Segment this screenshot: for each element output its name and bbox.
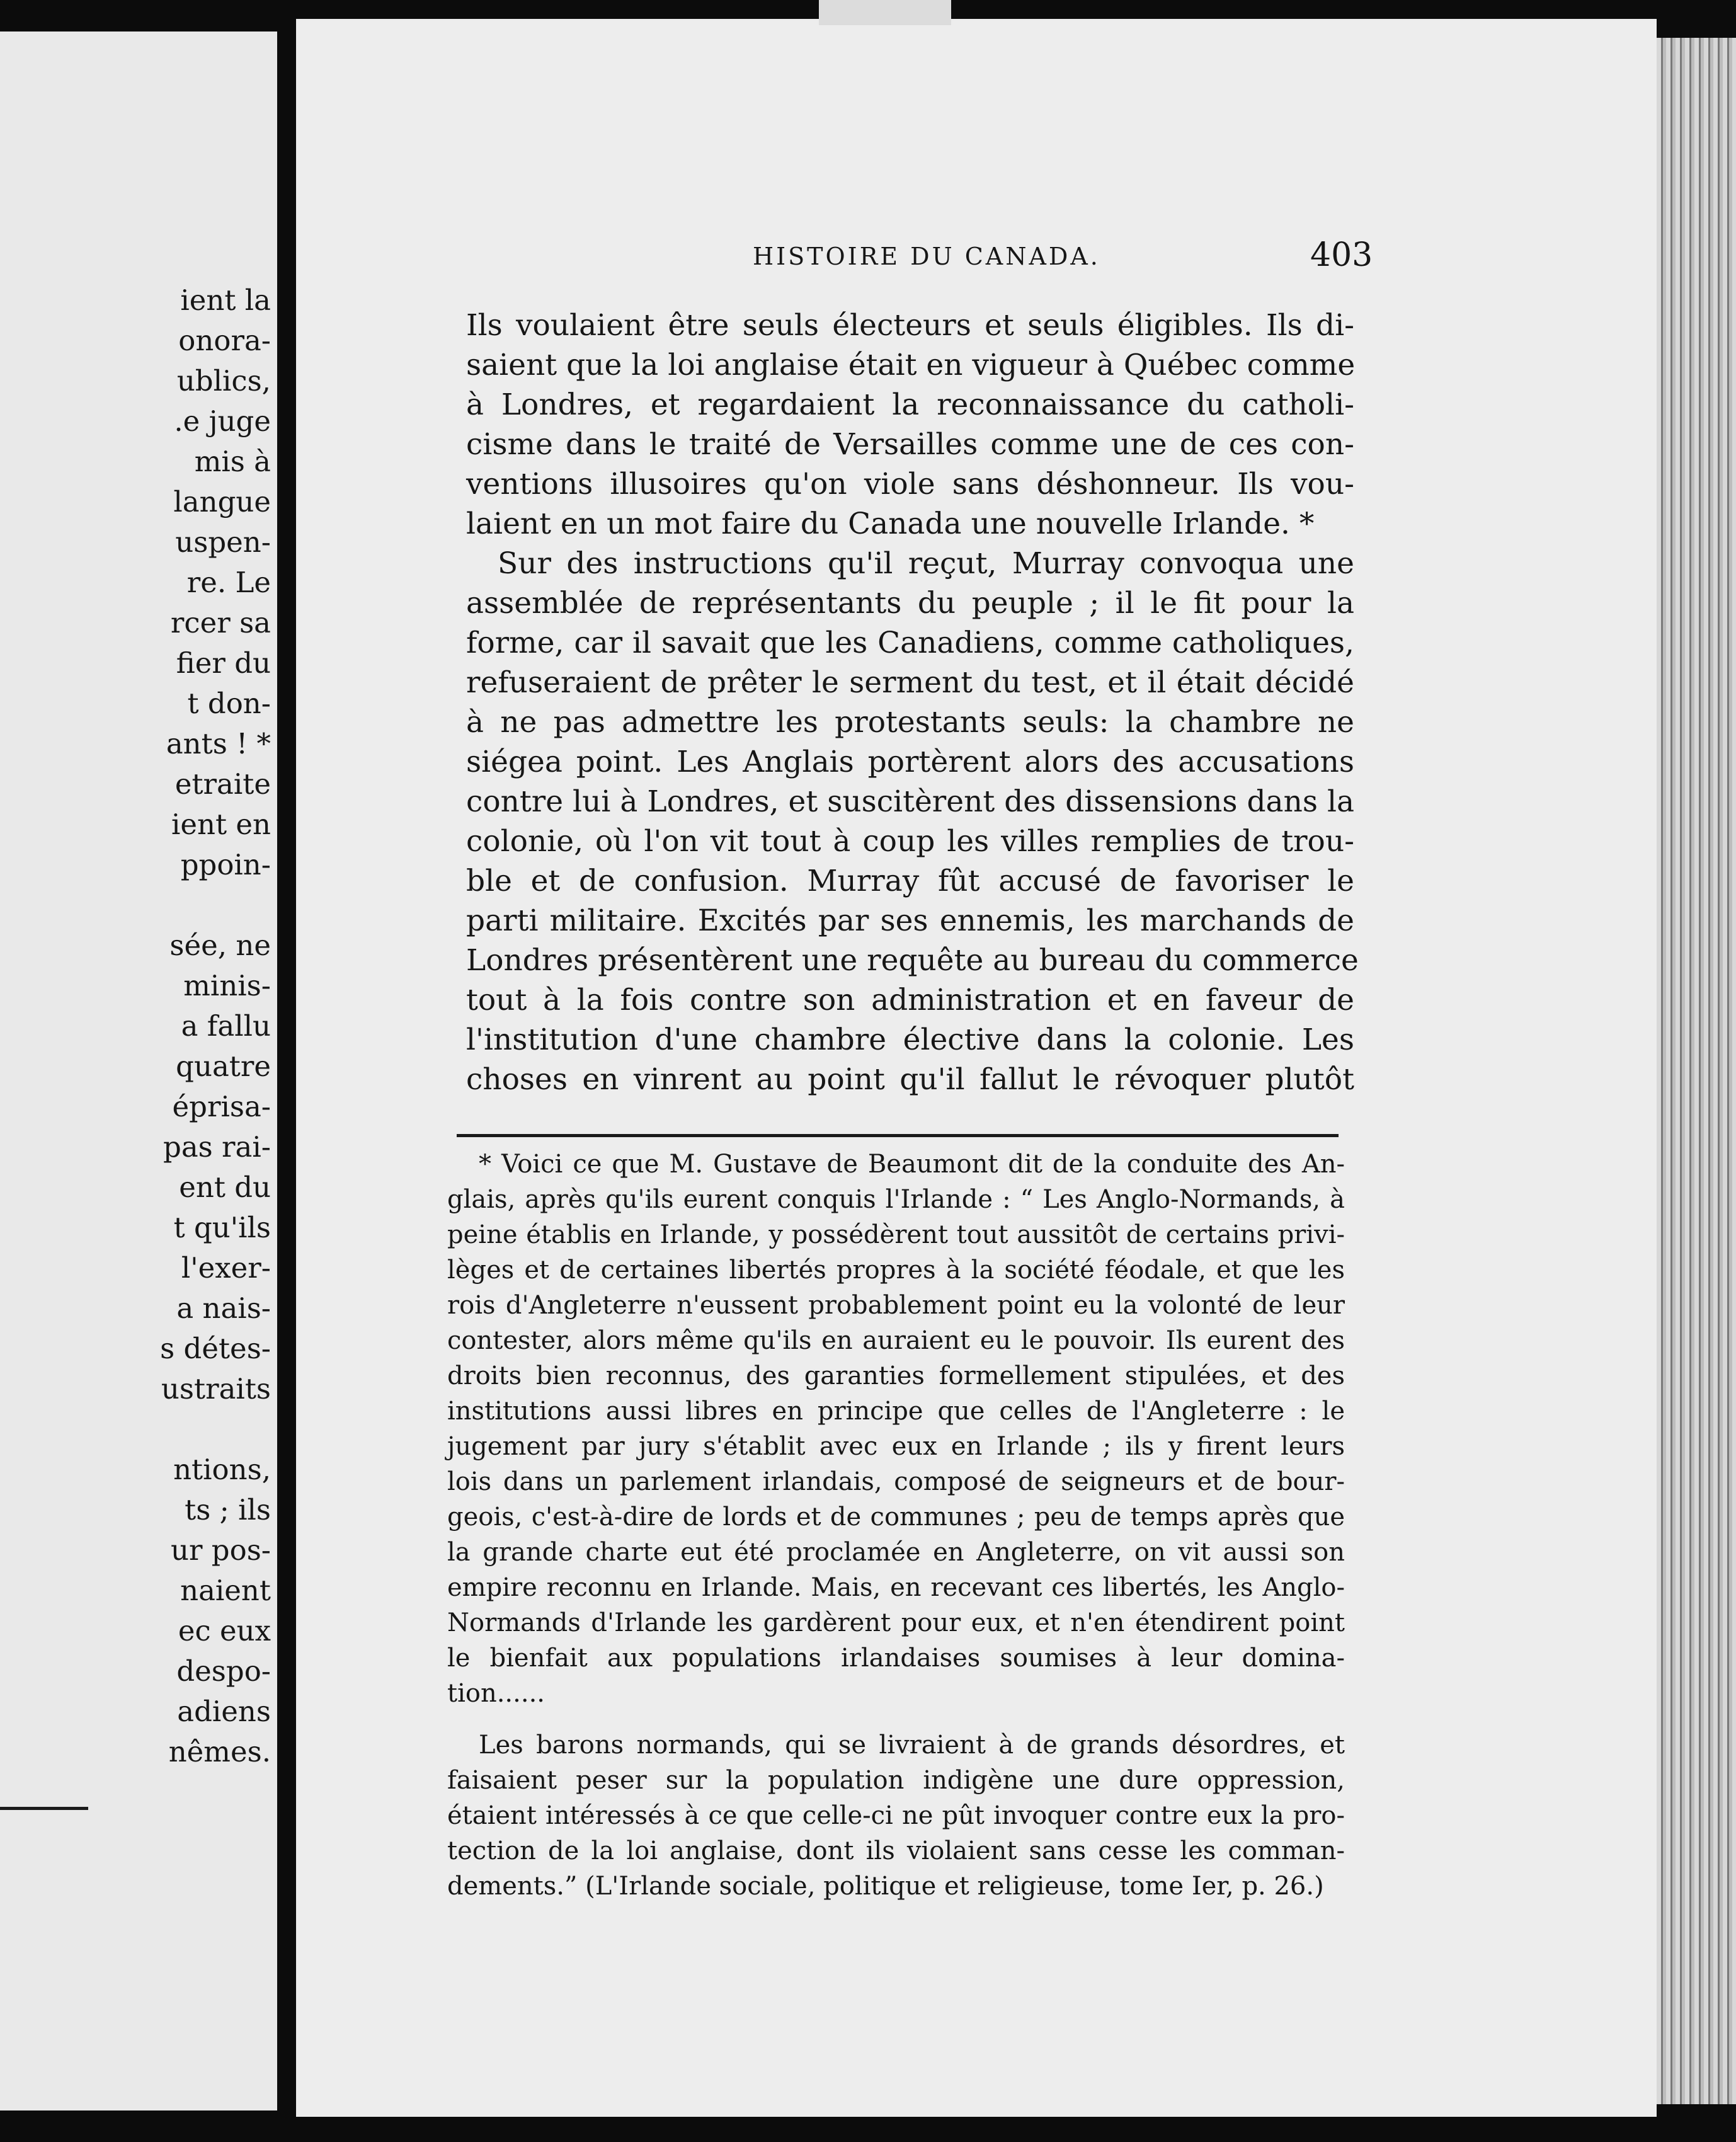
footnote-line: tection de la loi anglaise, dont ils violaient sans cesse les comman- xyxy=(447,1836,1345,1865)
left-page-fragment: pas rai- xyxy=(163,1130,271,1164)
left-page-fragment: re. Le xyxy=(186,566,271,599)
left-page-fragment: t don- xyxy=(187,687,271,720)
left-page-fragment: adiens xyxy=(177,1695,271,1728)
left-page-fragment: ient la xyxy=(180,284,271,317)
footnote-line: faisaient peser sur la population indigène une dure oppression, xyxy=(447,1766,1345,1795)
left-page-fragment: etraite xyxy=(174,767,271,801)
left-page-fragment: t qu'ils xyxy=(173,1211,271,1244)
body-line: à ne pas admettre les protestants seuls: la chambre ne xyxy=(466,705,1354,740)
left-page-fragment: ustraits xyxy=(161,1372,271,1406)
body-line: choses en vinrent au point qu'il fallut le révoquer plutôt xyxy=(466,1062,1354,1097)
body-line: ble et de confusion. Murray fût accusé de favoriser le xyxy=(466,864,1354,898)
footnote-line: tion...... xyxy=(447,1679,545,1708)
body-line: saient que la loi anglaise était en vigueur à Québec comme xyxy=(466,348,1356,382)
left-page-fragment: quatre xyxy=(176,1050,271,1083)
body-line: assemblée de représentants du peuple ; il le fit pour la xyxy=(466,586,1354,621)
body-line: cisme dans le traité de Versailles comme une de ces con- xyxy=(466,427,1354,462)
body-line: à Londres, et regardaient la reconnaissance du catholi- xyxy=(466,387,1354,422)
left-page-fragment: ublics, xyxy=(176,364,271,398)
footnote-line: institutions aussi libres en principe que celles de l'Angleterre : le xyxy=(447,1397,1345,1426)
paper-tab xyxy=(819,0,951,25)
body-line: parti militaire. Excités par ses ennemis, les marchands de xyxy=(466,903,1354,938)
footnote-line: peine établis en Irlande, y possédèrent tout aussitôt de certains privi- xyxy=(447,1220,1345,1249)
left-page-fragment: ent du xyxy=(179,1171,271,1204)
body-line: colonie, où l'on vit tout à coup les villes remplies de trou- xyxy=(466,824,1354,859)
left-page-fragment: ntions, xyxy=(173,1453,271,1486)
footnote-line: le bienfait aux populations irlandaises soumises à leur domina- xyxy=(447,1644,1345,1673)
left-page-fragment: mis à xyxy=(194,445,271,478)
left-page-fragment: uspen- xyxy=(175,525,271,559)
body-line: l'institution d'une chambre élective dans la colonie. Les xyxy=(466,1022,1354,1057)
footnote-line: jugement par jury s'établit avec eux en Irlande ; ils y firent leurs xyxy=(447,1432,1345,1461)
body-line: Sur des instructions qu'il reçut, Murray convoqua une xyxy=(498,546,1354,581)
footnote-line: lois dans un parlement irlandais, composé de seigneurs et de bour- xyxy=(447,1467,1345,1496)
body-line: contre lui à Londres, et suscitèrent des dissensions dans la xyxy=(466,784,1354,819)
left-page-fragment: despo- xyxy=(176,1654,271,1688)
footnote-line: la grande charte eut été proclamée en Angleterre, on vit aussi son xyxy=(447,1538,1345,1567)
body-line: tout à la fois contre son administration et en faveur de xyxy=(466,983,1354,1017)
footnote-line: rois d'Angleterre n'eussent probablement point eu la volonté de leur xyxy=(447,1291,1345,1320)
footnote-line: contester, alors même qu'ils en auraient eu le pouvoir. Ils eurent des xyxy=(447,1326,1345,1355)
left-page-fragment: minis- xyxy=(183,969,271,1002)
left-page-fragment: ppoin- xyxy=(180,848,271,881)
footnote-line: Les barons normands, qui se livraient à de grands désordres, et xyxy=(479,1731,1345,1760)
body-text xyxy=(466,306,1359,1099)
body-line: siégea point. Les Anglais portèrent alors des accusations xyxy=(466,745,1354,779)
left-page-fragment: onora- xyxy=(178,324,271,357)
left-page-fragment: fier du xyxy=(176,646,271,680)
left-page-fragment: éprisa- xyxy=(172,1090,271,1123)
left-page-fragment: ient en xyxy=(171,808,271,841)
left-page xyxy=(0,32,277,2110)
left-page-fragment: ec eux xyxy=(178,1614,271,1647)
left-page-fragment: ts ; ils xyxy=(185,1493,271,1526)
left-page-fragment: a nais- xyxy=(176,1292,271,1325)
body-line: ventions illusoires qu'on viole sans déshonneur. Ils vou- xyxy=(466,467,1354,501)
footnote-line: lèges et de certaines libertés propres à la société féodale, et que les xyxy=(447,1256,1345,1285)
footnote-line: Normands d'Irlande les gardèrent pour eux, et n'en étendirent point xyxy=(447,1608,1345,1637)
body-line: Londres présentèrent une requête au bureau du commerce xyxy=(466,943,1359,978)
left-page-fragment: naient xyxy=(180,1574,271,1607)
footnote-line: droits bien reconnus, des garanties formellement stipulées, et des xyxy=(447,1361,1345,1390)
left-page-rule xyxy=(0,1807,88,1810)
left-page-fragment: nêmes. xyxy=(168,1735,271,1768)
footnote-line: dements.” (L'Irlande sociale, politique et religieuse, tome Ier, p. 26.) xyxy=(447,1872,1324,1901)
left-page-fragment: a fallu xyxy=(181,1009,271,1043)
footnote-line: * Voici ce que M. Gustave de Beaumont dit de la conduite des An- xyxy=(479,1150,1345,1179)
left-page-fragment: rcer sa xyxy=(170,606,271,639)
left-page-fragment: ants ! * xyxy=(166,727,271,760)
running-title: HISTOIRE DU CANADA. xyxy=(753,243,1100,270)
left-page-fragment: l'exer- xyxy=(181,1251,271,1285)
body-line: Ils voulaient être seuls électeurs et seuls éligibles. Ils di- xyxy=(466,308,1354,343)
left-page-fragment: s détes- xyxy=(160,1332,271,1365)
footnote-line: glais, après qu'ils eurent conquis l'Irlande : “ Les Anglo-Normands, à xyxy=(447,1185,1345,1214)
footnote-line: geois, c'est-à-dire de lords et de communes ; peu de temps après que xyxy=(447,1503,1345,1532)
footnote-line: empire reconnu en Irlande. Mais, en recevant ces libertés, les Anglo- xyxy=(447,1573,1345,1602)
body-line: laient en un mot faire du Canada une nouvelle Irlande. * xyxy=(466,507,1315,541)
page-edges xyxy=(1657,38,1736,2104)
left-page-fragment: ur pos- xyxy=(171,1533,271,1567)
left-page-fragment: langue xyxy=(173,485,271,518)
left-page-fragment: .e juge xyxy=(174,404,271,438)
footnote-rule xyxy=(457,1134,1339,1137)
footnote xyxy=(447,1147,1345,1904)
body-line: refuseraient de prêter le serment du test, et il était décidé xyxy=(466,665,1354,700)
body-line: forme, car il savait que les Canadiens, comme catholiques, xyxy=(466,626,1354,660)
footnote-line: étaient intéressés à ce que celle-ci ne pût invoquer contre eux la pro- xyxy=(447,1801,1345,1830)
left-page-fragment: sée, ne xyxy=(169,929,271,962)
page-number: 403 xyxy=(1310,236,1373,274)
